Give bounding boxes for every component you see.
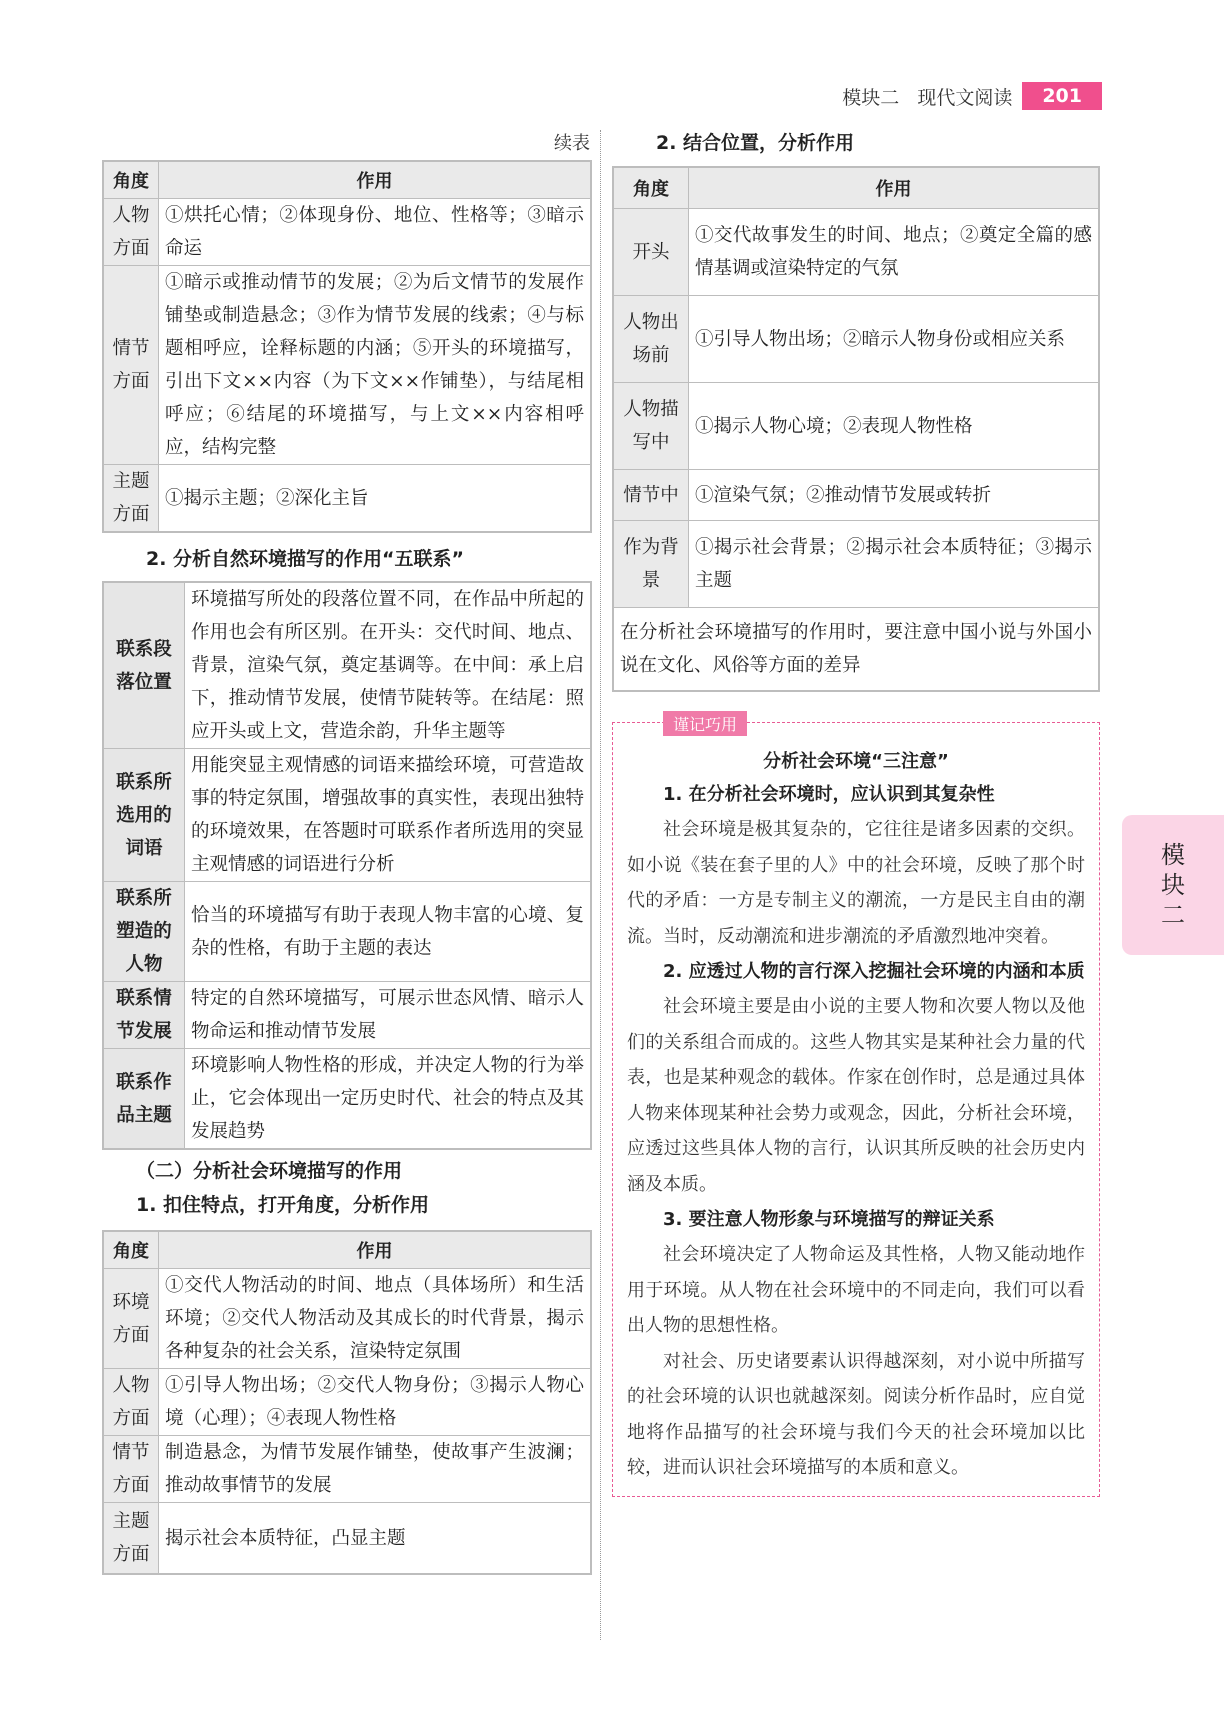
row-value: ①揭示人物心境；②表现人物性格 [689,383,1100,470]
table-note-row [613,608,1099,692]
row-value: ①交代人物活动的时间、地点（具体场所）和生活环境；②交代人物活动及其成长的时代背景，揭示各种复杂的社会关系，渲染特定氛围 [159,1269,592,1369]
page-header [842,82,1102,110]
table-row [103,582,591,749]
table-row [103,1269,591,1369]
section-heading: 2. 结合位置，分析作用 [656,132,855,154]
row-value: 环境影响人物性格的形成，并决定人物的行为举止，它会体现出一定历史时代、社会的特点及其发展趋势 [185,1049,592,1150]
continued-label: 续表 [554,133,590,154]
table-row [613,521,1099,608]
row-value: ①引导人物出场；②暗示人物身份或相应关系 [689,296,1100,383]
row-key: 作为背景 [613,521,689,608]
table-five-connections [102,581,592,1150]
memory-tip-title: 分析社会环境“三注意” [763,751,949,772]
row-value: 揭示社会本质特征，凸显主题 [159,1503,592,1575]
row-value: 环境描写所处的段落位置不同，在作品中所起的作用也会有所区别。在开头：交代时间、地点、背景，渲染气氛，奠定基调等。在中间：承上启下，推动情节发展，使情节陡转等。在结尾：照应开头或上文，营造余韵，升华主题等 [185,582,592,749]
col-header-effect: 作用 [689,167,1100,209]
column-divider [600,130,601,1640]
point-title: 2. 应透过人物的言行深入挖掘社会环境的内涵和本质 [663,961,1085,982]
side-tab-char: 二 [1161,901,1185,929]
table-effects-continued [102,160,592,533]
row-key: 联系段落位置 [103,582,185,749]
table-header-row [103,1231,591,1269]
row-value: ①交代故事发生的时间、地点；②奠定全篇的感情基调或渲染特定的气氛 [689,209,1100,296]
row-key: 联系情节发展 [103,982,185,1049]
point-body: 对社会、历史诸要素认识得越深刻，对小说中所描写的社会环境的认识也就越深刻。阅读分析作品时，应自觉地将作品描写的社会环境与我们今天的社会环境加以比较，进而认识社会环境描写的本质和意义。 [627,1350,1085,1478]
row-key: 开头 [613,209,689,296]
row-value: ①暗示或推动情节的发展；②为后文情节的发展作铺垫或制造悬念；③作为情节发展的线索；④与标题相呼应，诠释标题的内涵；⑤开头的环境描写，引出下文××内容（为下文××作铺垫），与结尾相呼应；⑥结尾的环境描写，与上文××内容相呼应，结构完整 [159,266,592,465]
module-label: 模块二 [842,86,900,109]
row-key: 环境方面 [103,1269,159,1369]
row-value: ①烘托心情；②体现身份、地位、性格等；③暗示命运 [159,199,592,266]
table-row [103,1436,591,1503]
table-position-effects [612,166,1100,692]
subsection-heading: 1. 扣住特点，打开角度，分析作用 [136,1194,430,1216]
row-value: 特定的自然环境描写，可展示世态风情、暗示人物命运和推动情节发展 [185,982,592,1049]
table-row [103,749,591,882]
point-title: 1. 在分析社会环境时，应认识到其复杂性 [663,784,995,805]
row-value: ①揭示社会背景；②揭示社会本质特征；③揭示主题 [689,521,1100,608]
table-row [103,982,591,1049]
table-row [103,1369,591,1436]
section-label: 现代文阅读 [917,86,1013,109]
table-row [103,266,591,465]
point-body: 社会环境是极其复杂的，它往往是诸多因素的交织。如小说《装在套子里的人》中的社会环境，反映了那个时代的矛盾：一方是专制主义的潮流，一方是民主自由的潮流。当时，反动潮流和进步潮流的矛盾激烈地冲突着。 [627,819,1085,947]
section-heading: （二）分析社会环境描写的作用 [136,1160,403,1182]
table-header-row [613,167,1099,209]
point-body: 社会环境决定了人物命运及其性格，人物又能动地作用于环境。从人物在社会环境中的不同走向，我们可以看出人物的思想性格。 [627,1244,1085,1336]
row-value: 恰当的环境描写有助于表现人物丰富的心境、复杂的性格，有助于主题的表达 [185,882,592,982]
row-key: 人物描写中 [613,383,689,470]
row-key: 人物方面 [103,1369,159,1436]
table-note: 在分析社会环境描写的作用时，要注意中国小说与外国小说在文化、风俗等方面的差异 [613,608,1099,692]
right-column [612,126,1100,1497]
point-title: 3. 要注意人物形象与环境描写的辩证关系 [663,1209,995,1230]
col-header-angle: 角度 [103,161,159,199]
row-key: 联系作品主题 [103,1049,185,1150]
row-key: 联系所选用的词语 [103,749,185,882]
table-row [103,882,591,982]
row-key: 主题方面 [103,465,159,533]
row-key: 主题方面 [103,1503,159,1575]
col-header-angle: 角度 [613,167,689,209]
table-row [613,209,1099,296]
side-tab-char: 块 [1161,871,1185,899]
table-social-environment [102,1230,592,1575]
left-column [102,126,592,1575]
row-value: ①揭示主题；②深化主旨 [159,465,592,533]
row-key: 情节方面 [103,1436,159,1503]
page-number: 201 [1022,82,1102,110]
section-heading: 2. 分析自然环境描写的作用“五联系” [146,548,465,570]
row-value: ①渲染气氛；②推动情节发展或转折 [689,470,1100,521]
table-header-row [103,161,591,199]
table-row [103,1503,591,1575]
table-row [613,296,1099,383]
table-row [613,470,1099,521]
col-header-effect: 作用 [159,1231,592,1269]
memory-tip-tag: 谨记巧用 [663,711,747,736]
row-value: ①引导人物出场；②交代人物身份；③揭示人物心境（心理）；④表现人物性格 [159,1369,592,1436]
row-key: 情节方面 [103,266,159,465]
row-key: 联系所塑造的人物 [103,882,185,982]
memory-tip-box [612,715,1100,1497]
side-tab-char: 模 [1161,841,1185,869]
row-value: 用能突显主观情感的词语来描绘环境，可营造故事的特定氛围，增强故事的真实性，表现出独特的环境效果，在答题时可联系作者所选用的突显主观情感的词语进行分析 [185,749,592,882]
table-row [613,383,1099,470]
col-header-angle: 角度 [103,1231,159,1269]
point-body: 社会环境主要是由小说的主要人物和次要人物以及他们的关系组合而成的。这些人物其实是某种社会力量的代表，也是某种观念的载体。作家在创作时，总是通过具体人物来体现某种社会势力或观念，因此，分析社会环境，应透过这些具体人物的言行，认识其所反映的社会历史内涵及本质。 [627,996,1085,1195]
table-row [103,465,591,533]
row-key: 人物出场前 [613,296,689,383]
table-row [103,1049,591,1150]
module-side-tab [1122,815,1224,955]
col-header-effect: 作用 [159,161,592,199]
row-value: 制造悬念，为情节发展作铺垫，使故事产生波澜；推动故事情节的发展 [159,1436,592,1503]
table-row [103,199,591,266]
row-key: 人物方面 [103,199,159,266]
row-key: 情节中 [613,470,689,521]
